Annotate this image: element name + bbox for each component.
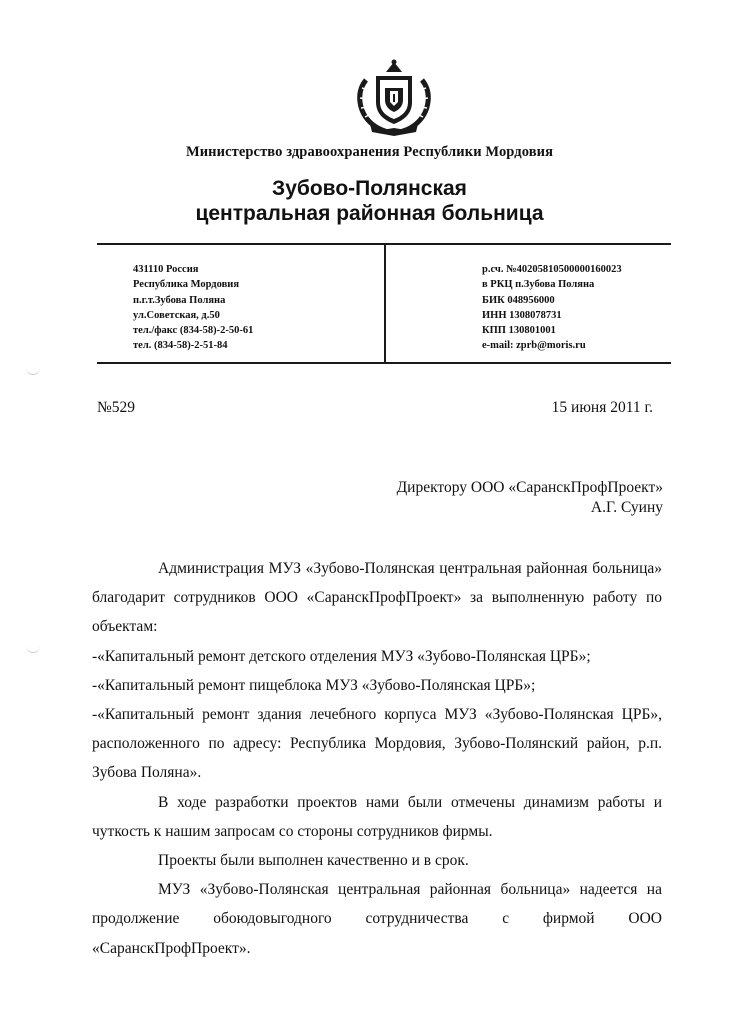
punch-hole-mark [26, 644, 40, 653]
bank-account-line: р.сч. №40205810500000160023 [482, 264, 622, 275]
phone-line: тел. (834-58)-2-51-84 [133, 340, 228, 352]
body-list-item: -«Капитальный ремонт пищеблока МУЗ «Зубово-Полянская ЦРБ»; [92, 676, 536, 694]
body-paragraph: Проекты были выполнен качественно и в срок. [158, 852, 469, 870]
organization-title-line: Зубово-Полянская [272, 177, 467, 200]
ministry-name: Министерство здравоохранения Республики Мордовия [185, 144, 554, 160]
organization-title [0, 176, 739, 226]
address-line: п.г.т.Зубова Поляна [133, 294, 226, 306]
header-divider-bottom [97, 362, 671, 364]
address-line: 431110 Россия [133, 264, 199, 275]
body-list-item: -«Капитальный ремонт здания лечебного корпуса МУЗ «Зубово-Полянская ЦРБ», расположенного по адресу: Республика Мордовия, Зубово-Полянский район, р.п. Зубова Поляна». [92, 706, 662, 782]
addressee-name: А.Г. Суину [590, 499, 663, 516]
body-paragraph: В ходе разработки проектов нами были отмечены динамизм работы и чуткость к нашим запросам со стороны сотрудников фирмы. [92, 793, 662, 840]
punch-hole-mark [26, 366, 40, 375]
body-paragraph: МУЗ «Зубово-Полянская центральная районная больница» надеется на продолжение обоюдовыгодного сотрудничества с фирмой ООО «СаранскПрофПроект». [92, 881, 662, 957]
kpp-line: КПП 130801001 [482, 325, 556, 337]
address-block [133, 262, 253, 354]
addressee-block [397, 478, 663, 518]
email-line: e-mail: zprb@moris.ru [482, 340, 586, 352]
organization-title-line: центральная районная больница [195, 202, 544, 225]
bank-details-block [482, 262, 622, 354]
mordovia-coat-of-arms-icon [352, 58, 436, 136]
address-line: ул.Советская, д.50 [133, 309, 220, 321]
addressee-title: Директору ООО «СаранскПрофПроект» [396, 479, 663, 496]
bik-line: БИК 048956000 [482, 294, 555, 306]
letter-body [92, 554, 662, 963]
header-divider-vertical [384, 244, 386, 362]
phone-fax-line: тел./факс (834-58)-2-50-61 [133, 325, 254, 337]
body-list-item: -«Капитальный ремонт детского отделения МУЗ «Зубово-Полянская ЦРБ»; [92, 647, 591, 665]
address-line: Республика Мордовия [133, 279, 240, 291]
document-date: 15 июня 2011 г. [551, 399, 653, 416]
body-paragraph: Администрация МУЗ «Зубово-Полянская центральная районная больница» благодарит сотрудников ООО «СаранскПрофПроект» за выполненную работу по объектам: [92, 560, 662, 636]
inn-line: ИНН 1308078731 [482, 309, 562, 321]
bank-line: в РКЦ п.Зубова Поляна [482, 279, 595, 291]
document-number: №529 [97, 399, 136, 416]
